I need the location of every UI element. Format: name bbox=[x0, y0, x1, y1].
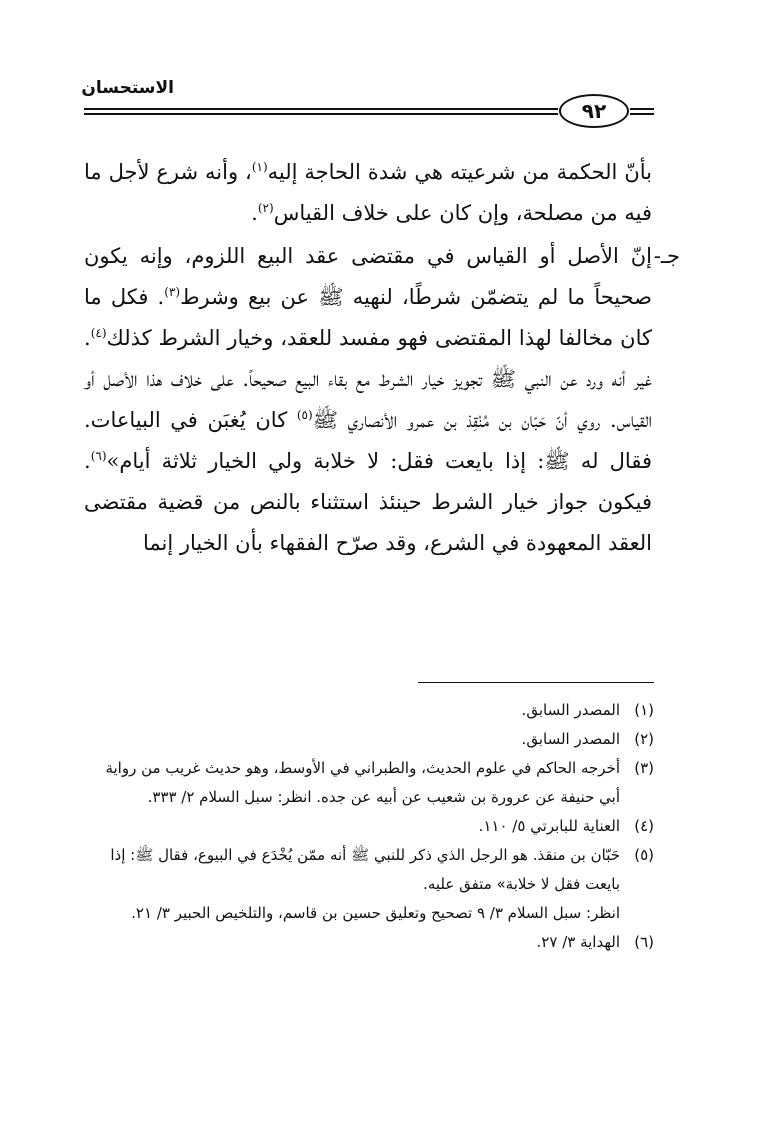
p2-text-4: كان يُغبَن في البياعات. فقال له ﷺ: إذا بايعت فقل: لا خلابة ولي الخيار ثلاثة أيام» bbox=[84, 408, 652, 473]
footnote-number: (١) bbox=[634, 701, 654, 719]
footnote-ref-5: (٥) bbox=[296, 408, 313, 422]
footnote-text: الهداية ٣/ ٢٧. bbox=[536, 933, 620, 951]
footnote-text: العناية للبابرتي ٥/ ١١٠. bbox=[478, 817, 620, 835]
footnote-number: (٦) bbox=[634, 933, 654, 951]
p2-text-2: . فكل ما كان مخالفا لهذا المقتضى فهو مفسد للعقد، وخيار الشرط كذلك bbox=[84, 285, 652, 350]
p1-text-2: ، وأنه شرع لأجل ما فيه من مصلحة، وإن كان على خلاف القياس bbox=[84, 160, 652, 225]
footnote-text: أخرجه الحاكم في علوم الحديث، والطبراني في الأوسط، وهو حديث غريب من رواية أبي حنيفة عن عرورة بن شعيب عن أبيه عن جده. انظر: سبل السلام ٢/ ٣٣٣. bbox=[105, 759, 620, 806]
p1-text-1: بأنّ الحكمة من شرعيته هي شدة الحاجة إليه bbox=[267, 160, 652, 184]
footnote-item bbox=[84, 696, 654, 725]
paragraph-2-text bbox=[84, 236, 652, 564]
paragraph-1 bbox=[84, 152, 652, 234]
footnotes bbox=[84, 696, 654, 957]
p2-text-1: إنّ الأصل أو القياس في مقتضى عقد البيع اللزوم، وإنه يكون صحيحاً ما لم يتضمّن شرطًا، لنهيه ﷺ عن بيع وشرط bbox=[84, 244, 652, 309]
footnote-item bbox=[84, 725, 654, 754]
footnote-text: المصدر السابق. bbox=[521, 701, 620, 719]
footnote-ref-1: (١) bbox=[251, 160, 268, 174]
paragraph-1-text bbox=[84, 152, 652, 234]
paragraph-2 bbox=[84, 236, 680, 564]
footnote-item bbox=[84, 812, 654, 841]
footnote-text: حَبّان بن منقذ. هو الرجل الذي ذكر للنبي ﷺ أنه ممّن يُخْدَع في البيوع، فقال ﷺ: إذا بايعت فقل لا خلابة» متفق عليه. bbox=[110, 846, 620, 893]
running-header-title: الاستحسان bbox=[81, 78, 174, 98]
footnote-ref-4: (٤) bbox=[90, 326, 107, 340]
footnote-number: (٢) bbox=[634, 730, 654, 748]
footnote-ref-2: (٢) bbox=[257, 201, 274, 215]
footnote-text: المصدر السابق. bbox=[521, 730, 620, 748]
footnote-ref-6: (٦) bbox=[90, 449, 107, 463]
list-marker-jeem: جـ- bbox=[653, 244, 680, 268]
footnote-item bbox=[84, 841, 654, 899]
p2-text-5: . فيكون جواز خيار الشرط حينئذ استثناء بالنص من قضية مقتضى العقد المعهودة في الشرع، وقد صرّح الفقهاء بأن الخيار إنما bbox=[84, 449, 652, 555]
footnote-number: (٥) bbox=[634, 846, 654, 864]
p1-text-3: . bbox=[251, 201, 258, 225]
header-rule-left bbox=[84, 108, 558, 118]
page-number: ٩٢ bbox=[559, 94, 629, 128]
p2-text-3: . غير أنه ورد عن النبي ﷺ تجويز خيار الشرط مع بقاء البيع صحيحاً. على خلاف هذا الأصل أو القياس. روي أنّ حَبّان بن مُنْقِذ بن عمرو الأنصاري ﷺ bbox=[84, 326, 652, 432]
footnote-number: (٣) bbox=[634, 759, 654, 777]
footnote-separator bbox=[418, 682, 654, 683]
footnote-continuation: انظر: سبل السلام ٣/ ٩ تصحيح وتعليق حسين بن قاسم، والتلخيص الحبير ٣/ ٢١. bbox=[131, 904, 620, 922]
footnote-item bbox=[84, 928, 654, 957]
footnote-number: (٤) bbox=[634, 817, 654, 835]
footnote-ref-3: (٣) bbox=[164, 285, 181, 299]
header-rule-right bbox=[630, 108, 654, 118]
footnote-item bbox=[84, 754, 654, 812]
